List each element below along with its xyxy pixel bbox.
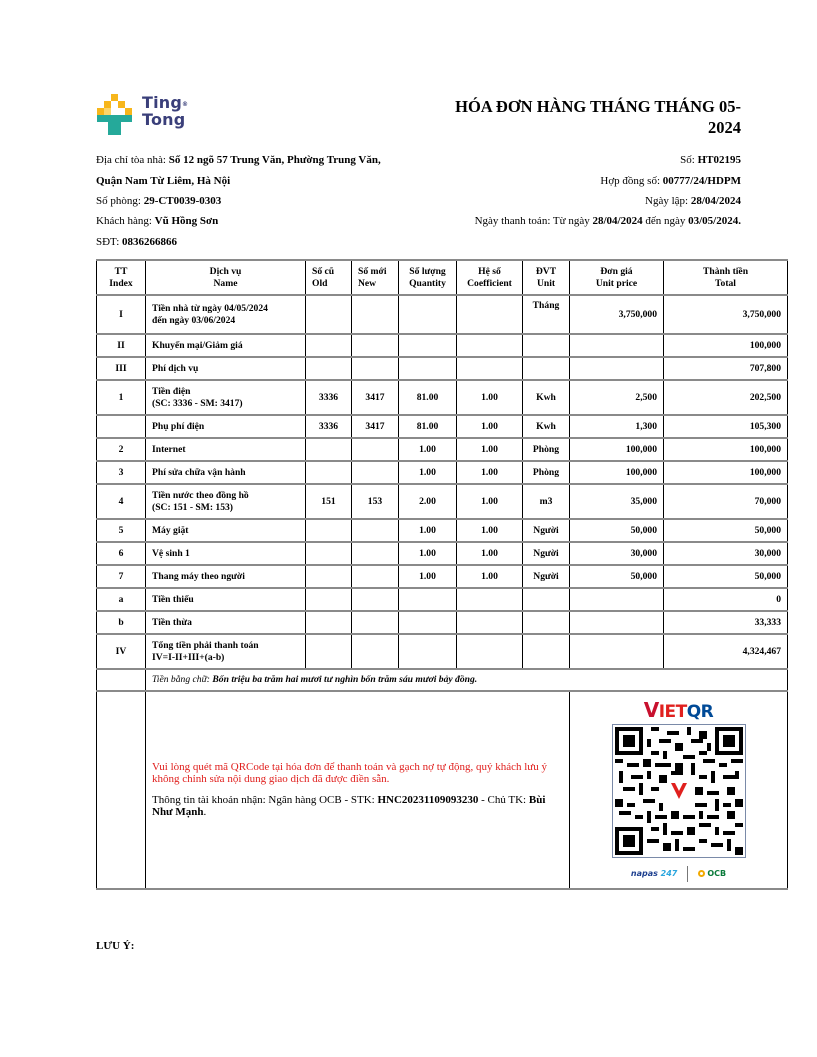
row-unit-price [570,611,664,634]
table-row [97,357,788,380]
col-header-index: TT Index [97,260,146,295]
qr-notice: Vui lòng quét mã QRCode tại hóa đơn để thanh toán và gạch nợ tự động, quý khách lưu ý không chỉnh sửa nội dung giao dịch đã được điền sẵn. [152,761,547,785]
row-unit: Kwh [523,415,570,438]
row-unit-price: 100,000 [570,438,664,461]
row-old: 3336 [306,415,352,438]
table-header-row [97,260,788,295]
row-old [306,519,352,542]
row-old [306,611,352,634]
row-old [306,588,352,611]
row-unit-price [570,357,664,380]
amount-in-words: Tiền bằng chữ: Bốn triệu ba trăm hai mươi tư nghìn bốn trăm sáu mươi bảy đồng. [146,669,788,691]
row-quantity: 81.00 [399,380,457,415]
building-address-line2: Quận Nam Từ Liêm, Hà Nội [96,175,231,187]
row-new [352,461,399,484]
table-row [97,484,788,519]
row-name: Phụ phí điện [146,415,306,438]
table-row-grand-total [97,634,788,669]
row-total: 707,800 [664,357,788,380]
row-unit-price: 30,000 [570,542,664,565]
row-name: Khuyến mại/Giảm giá [146,334,306,357]
grand-total-value: 4,324,467 [664,634,788,669]
col-header-quantity: Số lượng Quantity [399,260,457,295]
col-header-total: Thành tiền Total [664,260,788,295]
row-old: 151 [306,484,352,519]
row-old [306,542,352,565]
col-header-new: Số mới New [352,260,399,295]
row-index: 3 [97,461,146,484]
account-number: HNC20231109093230 [377,794,479,806]
row-total: 70,000 [664,484,788,519]
row-coefficient [457,611,523,634]
row-new [352,588,399,611]
row-quantity [399,334,457,357]
ocb-circle-icon [698,870,705,877]
row-index: 1 [97,380,146,415]
invoice-table [96,259,788,890]
empty-cell [97,691,146,889]
logo-mark-icon [96,94,140,136]
row-index: 2 [97,438,146,461]
row-new [352,357,399,380]
row-unit [523,588,570,611]
row-unit-price [570,334,664,357]
row-new [352,542,399,565]
table-row [97,588,788,611]
table-row [97,295,788,334]
row-total: 0 [664,588,788,611]
row-unit-price: 1,300 [570,415,664,438]
row-old [306,461,352,484]
ocb-logo: OCB [698,868,726,880]
row-index: II [97,334,146,357]
qr-cell [570,691,788,889]
payment-period: Ngày thanh toán: Từ ngày 28/04/2024 đến ngày 03/05/2024. [474,215,741,227]
row-unit-price: 50,000 [570,519,664,542]
col-header-unit-price: Đơn giá Unit price [570,260,664,295]
row-unit: Người [523,542,570,565]
row-new [352,634,399,669]
row-unit-price: 3,750,000 [570,295,664,334]
table-row [97,461,788,484]
row-unit: Phòng [523,438,570,461]
row-old: 3336 [306,380,352,415]
row-unit-price [570,634,664,669]
row-total: 105,300 [664,415,788,438]
table-row [97,415,788,438]
row-unit [523,634,570,669]
row-index: I [97,295,146,334]
row-new [352,519,399,542]
row-total: 100,000 [664,334,788,357]
row-index: IV [97,634,146,669]
row-name: Tiền nước theo đồng hồ (SC: 151 - SM: 153) [146,484,306,519]
row-index: b [97,611,146,634]
row-unit: Kwh [523,380,570,415]
row-quantity: 1.00 [399,438,457,461]
row-name: Tổng tiền phải thanh toán IV=I-II+III+(a-b) [146,634,306,669]
tingtong-logo [96,94,196,136]
row-name: Phí sửa chữa vận hành [146,461,306,484]
row-unit [523,334,570,357]
row-coefficient: 1.00 [457,484,523,519]
row-name: Tiền thiếu [146,588,306,611]
row-unit: Người [523,519,570,542]
napas-logo: napas 247 [630,868,678,878]
row-total: 202,500 [664,380,788,415]
row-index: 6 [97,542,146,565]
row-quantity: 1.00 [399,461,457,484]
table-row [97,611,788,634]
row-coefficient [457,334,523,357]
row-unit-price: 2,500 [570,380,664,415]
bank-account-info: Thông tin tài khoản nhận: Ngân hàng OCB - STK: HNC20231109093230 - Chủ TK: Bùi Như Mạnh. [152,794,546,818]
row-name: Tiền điện (SC: 3336 - SM: 3417) [146,380,306,415]
row-name: Internet [146,438,306,461]
row-coefficient [457,588,523,611]
logo-wordmark: Ting® Tong [142,93,189,129]
row-quantity: 1.00 [399,519,457,542]
invoice-title: HÓA ĐƠN HÀNG THÁNG THÁNG 05- 2024 [455,97,741,137]
row-new: 3417 [352,415,399,438]
vietqr-logo: VIETQR [643,697,714,722]
row-new: 153 [352,484,399,519]
row-quantity [399,357,457,380]
row-new [352,295,399,334]
row-unit-price: 50,000 [570,565,664,588]
vietqr-block [599,699,759,882]
row-old [306,357,352,380]
table-row [97,380,788,415]
row-name: Máy giặt [146,519,306,542]
row-quantity: 2.00 [399,484,457,519]
row-old [306,295,352,334]
qr-code[interactable] [612,724,746,858]
invoice-number: Số: HT02195 [680,154,741,166]
customer-phone: SĐT: 0836266866 [96,236,178,248]
row-quantity [399,588,457,611]
row-quantity [399,634,457,669]
row-unit-price: 35,000 [570,484,664,519]
row-total: 3,750,000 [664,295,788,334]
row-new: 3417 [352,380,399,415]
row-total: 100,000 [664,461,788,484]
row-old [306,334,352,357]
created-date: Ngày lập: 28/04/2024 [645,195,741,207]
row-unit [523,611,570,634]
note-label: LƯU Ý: [96,940,135,952]
row-unit-price [570,588,664,611]
row-name: Tiền nhà từ ngày 04/05/2024 đến ngày 03/06/2024 [146,295,306,334]
row-total: 30,000 [664,542,788,565]
table-row [97,565,788,588]
row-coefficient: 1.00 [457,519,523,542]
row-total: 33,333 [664,611,788,634]
brand-divider [687,866,688,882]
empty-cell [97,669,146,691]
row-total: 50,000 [664,519,788,542]
row-new [352,565,399,588]
row-coefficient: 1.00 [457,461,523,484]
row-coefficient: 1.00 [457,438,523,461]
row-total: 100,000 [664,438,788,461]
row-unit: Người [523,565,570,588]
row-name: Tiền thừa [146,611,306,634]
col-header-name: Dịch vụ Name [146,260,306,295]
row-unit [523,357,570,380]
table-row [97,334,788,357]
contract-number: Hợp đồng số: 00777/24/HDPM [600,175,741,187]
row-index [97,415,146,438]
row-unit-price: 100,000 [570,461,664,484]
col-header-old: Số cũ Old [306,260,352,295]
building-address: Địa chỉ tòa nhà: Số 12 ngõ 57 Trung Văn, Phường Trung Văn, [96,154,381,166]
col-header-unit: ĐVT Unit [523,260,570,295]
row-coefficient: 1.00 [457,542,523,565]
row-coefficient [457,295,523,334]
row-quantity: 1.00 [399,565,457,588]
row-old [306,565,352,588]
row-old [306,438,352,461]
row-index: 4 [97,484,146,519]
row-coefficient [457,357,523,380]
row-coefficient [457,634,523,669]
row-index: 5 [97,519,146,542]
row-coefficient: 1.00 [457,565,523,588]
col-header-coefficient: Hệ số Coefficient [457,260,523,295]
account-holder: Bùi Như Mạnh [152,794,546,818]
customer-name: Khách hàng: Vũ Hồng Sơn [96,215,219,227]
qr-code-icon [615,727,743,855]
payment-instructions [146,691,570,889]
table-row [97,438,788,461]
row-unit: Tháng [523,295,570,334]
row-new [352,438,399,461]
row-quantity [399,611,457,634]
row-name: Thang máy theo người [146,565,306,588]
payment-network-logos [599,866,759,882]
table-row [97,542,788,565]
row-unit: m3 [523,484,570,519]
row-index: 7 [97,565,146,588]
row-coefficient: 1.00 [457,380,523,415]
row-index: a [97,588,146,611]
row-new [352,334,399,357]
row-total: 50,000 [664,565,788,588]
payment-row [97,691,788,889]
table-row [97,519,788,542]
row-old [306,634,352,669]
row-unit: Phòng [523,461,570,484]
row-name: Vệ sinh 1 [146,542,306,565]
row-index: III [97,357,146,380]
row-name: Phí dịch vụ [146,357,306,380]
row-coefficient: 1.00 [457,415,523,438]
row-quantity: 81.00 [399,415,457,438]
room-number: Số phòng: 29-CT0039-0303 [96,195,222,207]
row-quantity: 1.00 [399,542,457,565]
amount-in-words-row [97,669,788,691]
row-new [352,611,399,634]
row-quantity [399,295,457,334]
